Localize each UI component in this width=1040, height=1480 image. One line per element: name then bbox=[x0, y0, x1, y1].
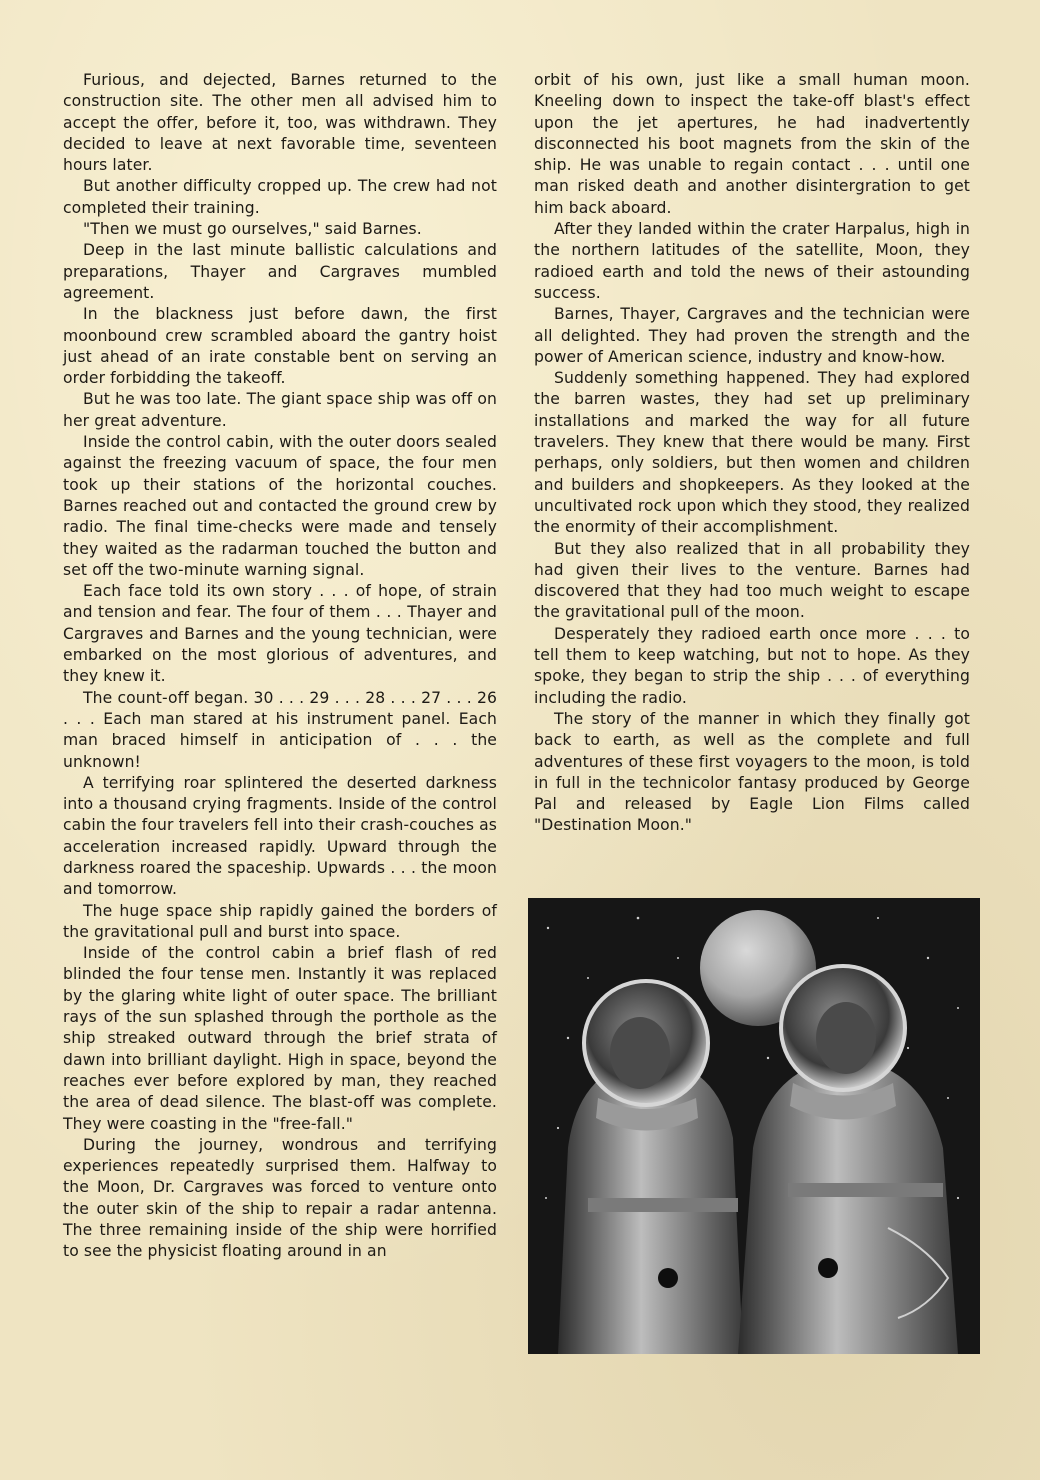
paragraph: Deep in the last minute ballistic calculations and preparations, Thayer and Cargraves mumbled agreement. bbox=[63, 241, 497, 302]
paragraph: During the journey, wondrous and terrifying experiences repeatedly surprised them. Halfway to the Moon, Dr. Cargraves was forced to venture onto the outer skin of the ship to repair a radar antenna. The three remaining inside of the ship were horrified to see the physicist floating around in an bbox=[63, 1135, 497, 1261]
paragraph: Furious, and dejected, Barnes returned to the construction site. The other men all advised him to accept the offer, before it, too, was withdrawn. They decided to leave at next favorable time, seventeen hours later. bbox=[63, 71, 497, 175]
paragraph: Inside the control cabin, with the outer doors sealed against the freezing vacuum of space, the four men took up their stations of the horizontal couches. Barnes reached out and contacted the ground crew by radio. The final time-checks were made and tensely they waited as the radarman touched the button and set off the two-minute warning signal. bbox=[63, 433, 497, 579]
paragraph: In the blackness just before dawn, the first moonbound crew scrambled aboard the gantry hoist just ahead of an irate constable bent on serving an order forbidding the takeoff. bbox=[63, 305, 497, 388]
paragraph: Each face told its own story . . . of hope, of strain and tension and fear. The four of them . . . Thayer and Cargraves and Barnes and the young technician, were embarked on the most glorious of adventures, and they knew it. bbox=[63, 582, 497, 686]
article-left-column bbox=[63, 70, 497, 1263]
paragraph: "Then we must go ourselves," said Barnes. bbox=[83, 220, 422, 239]
paragraph: But another difficulty cropped up. The crew had not completed their training. bbox=[63, 177, 497, 217]
paragraph: But he was too late. The giant space ship was off on her great adventure. bbox=[63, 390, 497, 430]
paragraph: The story of the manner in which they finally got back to earth, as well as the complete and full adventures of these first voyagers to the moon, is told in full in the technicolor fantasy produced by George Pal and released by Eagle Lion Films called "Destination Moon." bbox=[534, 709, 970, 835]
paragraph: Suddenly something happened. They had explored the barren wastes, they had set up preliminary installations and marked the way for all future travelers. They knew that there would be many. First perhaps, only soldiers, but then women and children and builders and shopkeepers. As they looked at the uncultivated rock upon which they stood, they realized the enormity of their accomplishment. bbox=[534, 369, 970, 537]
paragraph: The huge space ship rapidly gained the borders of the gravitational pull and burst into space. bbox=[63, 901, 497, 941]
astronauts-photo bbox=[528, 898, 980, 1354]
paragraph: Barnes, Thayer, Cargraves and the technician were all delighted. They had proven the strength and the power of American science, industry and know-how. bbox=[534, 305, 970, 366]
paragraph: Inside of the control cabin a brief flash of red blinded the four tense men. Instantly it was replaced by the glaring white light of outer space. The brilliant rays of the sun splashed through the porthole as the ship streaked outward through the brief strata of dawn into brilliant daylight. High in space, beyond the reaches ever before explored by man, they reached the area of dead silence. The blast-off was complete. They were coasting in the "free-fall." bbox=[63, 944, 497, 1133]
article-right-column bbox=[534, 70, 970, 837]
paragraph: But they also realized that in all probability they had given their lives to the venture. Barnes had discovered that they had too much weight to escape the gravitational pull of the moon. bbox=[534, 539, 970, 622]
paragraph: orbit of his own, just like a small human moon. Kneeling down to inspect the take-off blast's effect upon the jet apertures, he had inadvertently disconnected his boot magnets from the skin of the ship. He was unable to regain contact . . . until one man risked death and another disintergration to get him back aboard. bbox=[534, 71, 970, 217]
paragraph: A terrifying roar splintered the deserted darkness into a thousand crying fragments. Inside of the control cabin the four travelers fell into their crash-couches as acceleration increased rapidly. Upward through the darkness roared the spaceship. Upwards . . . the moon and tomorrow. bbox=[63, 773, 497, 899]
paragraph: Desperately they radioed earth once more . . . to tell them to keep watching, but not to hope. As they spoke, they began to strip the ship . . . of everything including the radio. bbox=[534, 624, 970, 707]
paragraph: After they landed within the crater Harpalus, high in the northern latitudes of the satellite, Moon, they radioed earth and told the news of their astounding success. bbox=[534, 220, 970, 302]
paragraph: The count-off began. 30 . . . 29 . . . 28 . . . 27 . . . 26 . . . Each man stared at his instrument panel. Each man braced himself in anticipation of . . . the unknown! bbox=[63, 688, 497, 771]
